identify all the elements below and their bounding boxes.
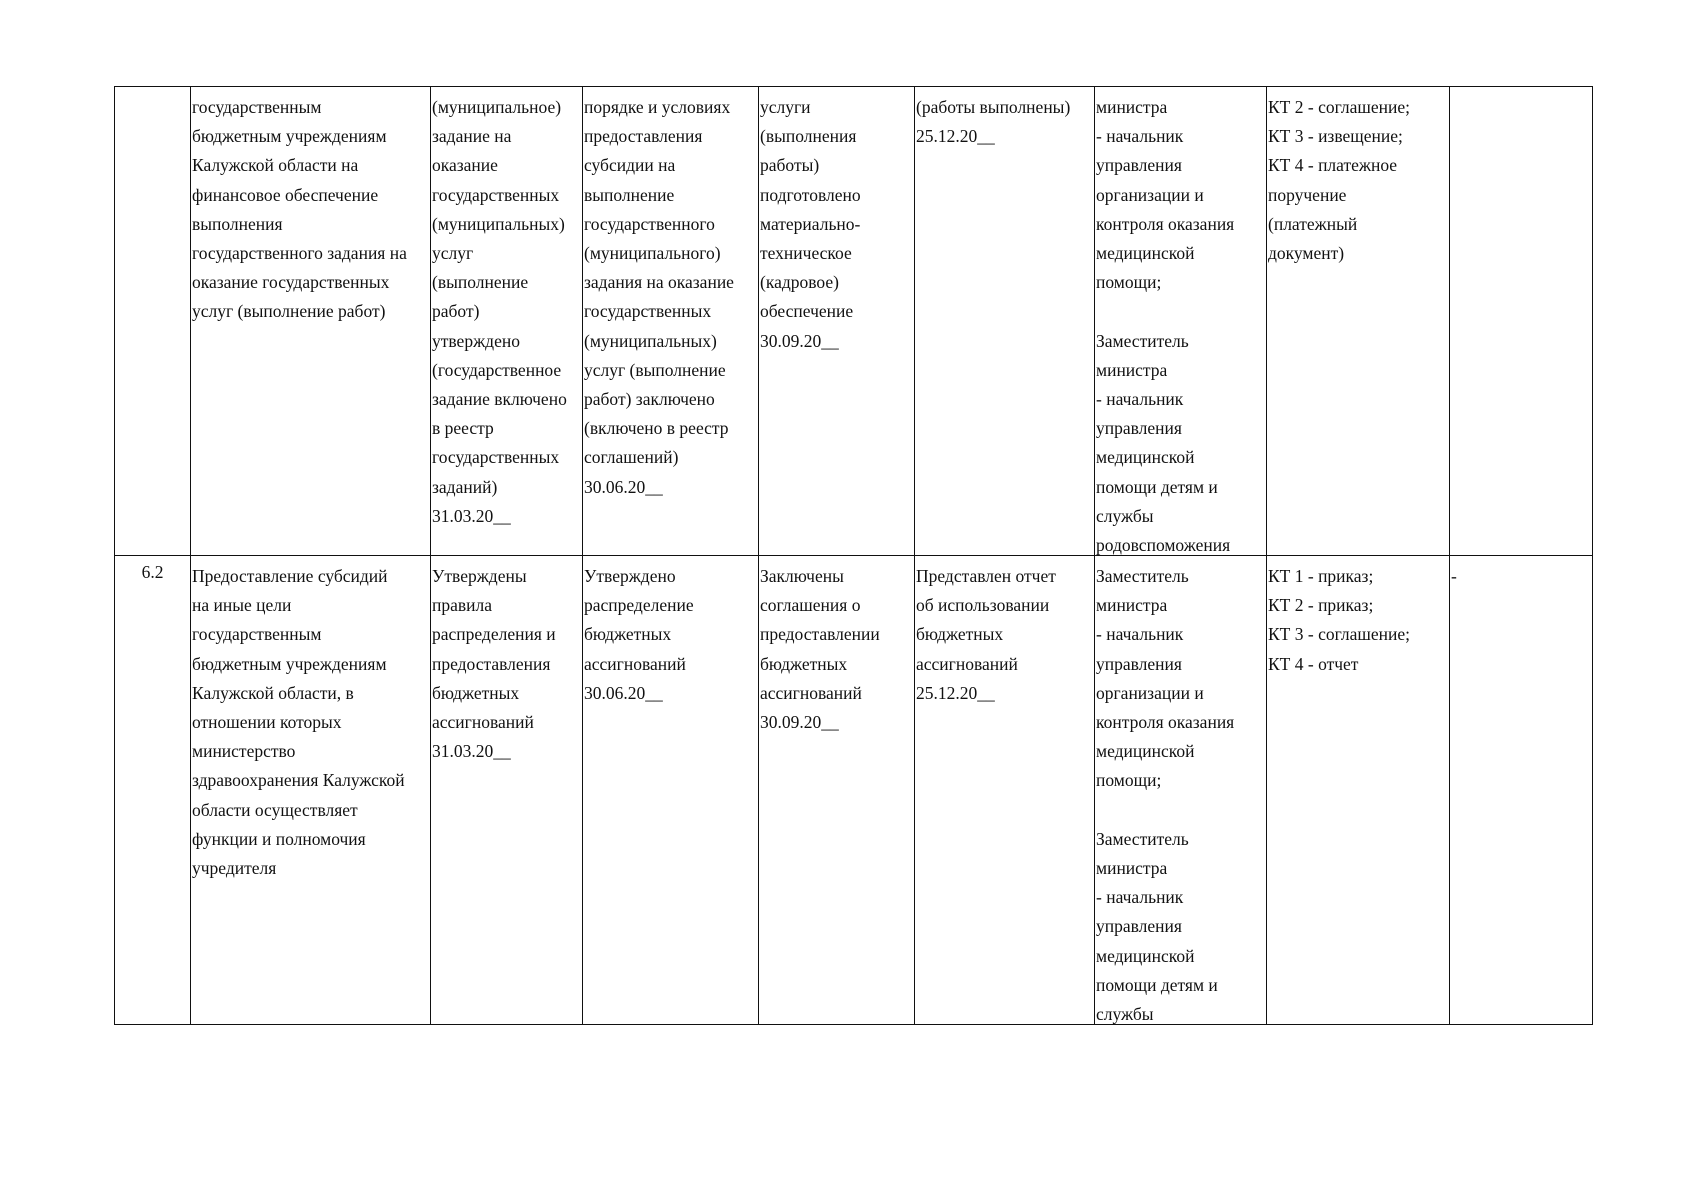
row-number: 6.2 xyxy=(141,562,164,582)
control-point-1-cell xyxy=(431,556,583,1025)
control-point-3-cell xyxy=(759,87,915,556)
control-point-4-cell xyxy=(915,87,1095,556)
control-point-3: Заключены соглашения о предоставлении бюджетных ассигнований 30.09.20__ xyxy=(760,566,880,733)
control-point-4: Представлен отчет об использовании бюджетных ассигнований 25.12.20__ xyxy=(916,566,1056,703)
row-number-cell xyxy=(115,87,191,556)
control-point-1: (муниципальное) задание на оказание государственных (муниципальных) услуг (выполнение работ) утверждено (государственное задание включено в реестр государственных заданий) 31.03.20__ xyxy=(432,97,567,526)
responsible-cell xyxy=(1095,87,1267,556)
event-name: государственным бюджетным учреждениям Калужской области на финансовое обеспечение выполнения государственного задания на оказание государственных услуг (выполнение работ) xyxy=(192,97,407,322)
control-point-2-cell xyxy=(583,87,759,556)
responsible-persons: министра - начальник управления организации и контроля оказания медицинской помощи; Заместитель министра - начальник управления медицинской помощи детям и службы родовспоможения xyxy=(1096,97,1235,555)
control-point-4-cell xyxy=(915,556,1095,1025)
note: - xyxy=(1451,566,1457,586)
row-number-cell xyxy=(115,556,191,1025)
documents-cell xyxy=(1267,87,1450,556)
confirming-documents: КТ 1 - приказ; КТ 2 - приказ; КТ 3 - соглашение; КТ 4 - отчет xyxy=(1268,566,1410,674)
event-name-cell xyxy=(191,556,431,1025)
control-point-4: (работы выполнены) 25.12.20__ xyxy=(916,97,1071,147)
control-point-1-cell xyxy=(431,87,583,556)
control-point-3: услуги (выполнения работы) подготовлено материально- техническое (кадровое) обеспечение 30.09.20__ xyxy=(760,97,861,351)
table-row xyxy=(115,87,1593,556)
event-name-cell xyxy=(191,87,431,556)
event-name: Предоставление субсидий на иные цели государственным бюджетным учреждениям Калужской области, в отношении которых министерство здравоохранения Калужской области осуществляет функции и полномочия учредителя xyxy=(192,566,405,879)
control-point-3-cell xyxy=(759,556,915,1025)
control-point-2: порядке и условиях предоставления субсидии на выполнение государственного (муниципального) задания на оказание государственных (муниципальных) услуг (выполнение работ) заключено (включено в реестр соглашений) 30.06.20__ xyxy=(584,97,734,497)
control-point-1: Утверждены правила распределения и предоставления бюджетных ассигнований 31.03.20__ xyxy=(432,566,556,762)
control-point-2-cell xyxy=(583,556,759,1025)
documents-cell xyxy=(1267,556,1450,1025)
note-cell xyxy=(1450,87,1593,556)
note xyxy=(1450,87,1592,555)
note-cell xyxy=(1450,556,1593,1025)
row-number xyxy=(115,87,190,89)
table-row xyxy=(115,556,1593,1025)
responsible-cell xyxy=(1095,556,1267,1025)
confirming-documents: КТ 2 - соглашение; КТ 3 - извещение; КТ 4 - платежное поручение (платежный документ) xyxy=(1268,97,1410,264)
responsible-persons: Заместитель министра - начальник управления организации и контроля оказания медицинской помощи; Заместитель министра - начальник управления медицинской помощи детям и службы xyxy=(1096,566,1235,1024)
plan-table xyxy=(114,86,1593,1025)
control-point-2: Утверждено распределение бюджетных ассигнований 30.06.20__ xyxy=(584,566,694,703)
